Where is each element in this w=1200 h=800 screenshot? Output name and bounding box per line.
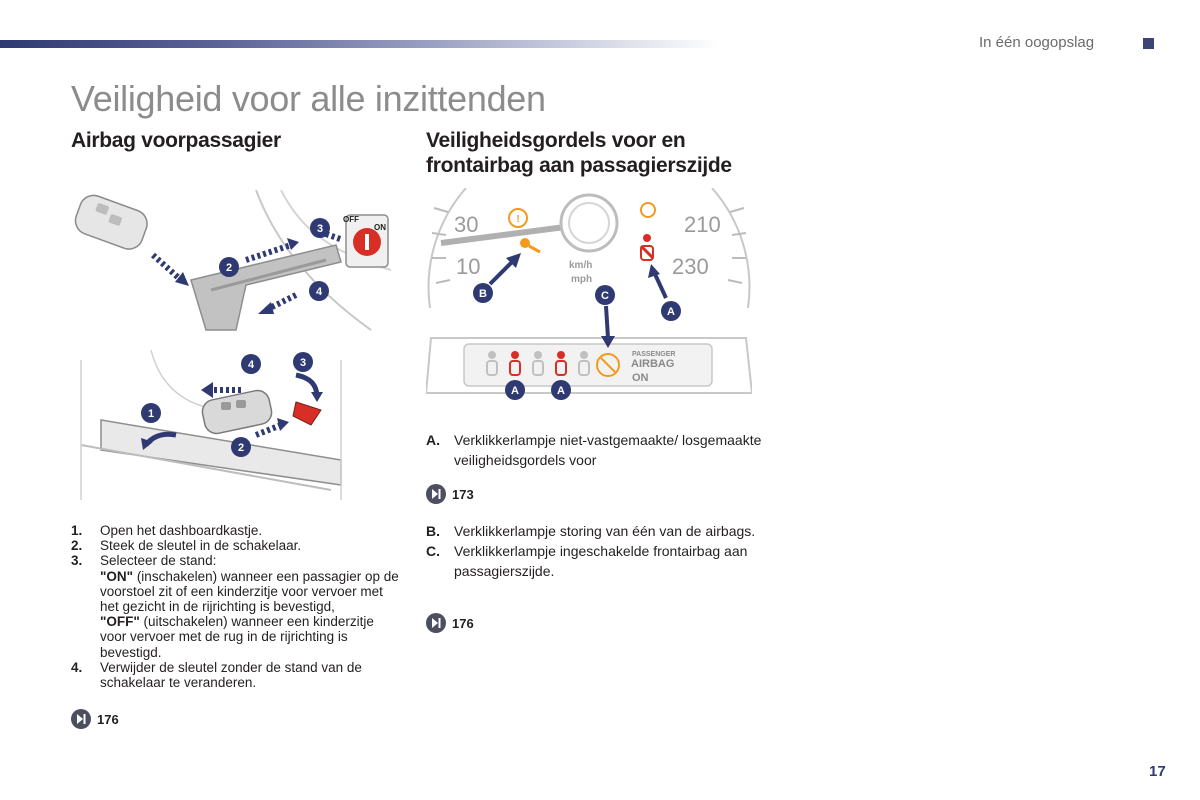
instrument-cluster-illustration <box>426 188 752 410</box>
legend-c: C. Verklikkerlampje ingeschakelde frontairbag aan passagierszijde. <box>426 543 748 579</box>
svg-text:B: B <box>479 288 487 300</box>
page-reference-link-bc[interactable]: 176 <box>426 613 474 633</box>
svg-text:A: A <box>667 306 675 318</box>
svg-text:2: 2 <box>237 442 245 454</box>
off-keyword: "OFF" <box>100 614 140 630</box>
step-3: 3. Selecteer de stand: "ON" (inschakelen) wanneer een passagier op de voorstoel zit of een kinderzitje voor vervoer met het gezicht in de rijrichting is bevestigd, "OFF" (uitschakelen) wanneer een kinderzitje voor vervoer met de rug in de rijrichting is bevestigd. <box>71 553 399 660</box>
section-label: In één oogopslag <box>979 34 1095 51</box>
svg-text:4: 4 <box>315 286 323 298</box>
step-4: 4. Verwijder de sleutel zonder de stand van de schakelaar te veranderen. <box>71 659 362 691</box>
callout-2-top <box>219 257 239 277</box>
callout-b <box>473 283 493 303</box>
callout-1-bottom <box>141 403 161 423</box>
callout-a-panel-2 <box>551 380 571 400</box>
svg-text:3: 3 <box>316 223 324 235</box>
svg-text:A: A <box>511 385 519 397</box>
airbag-switch-illustration-top <box>71 190 396 335</box>
header-decorative-bar <box>0 40 720 48</box>
switch-off-label: OFF <box>343 215 359 224</box>
airbag-switch-illustration-bottom <box>71 350 396 505</box>
callout-3-top <box>310 218 330 238</box>
callout-a-dial <box>661 301 681 321</box>
page-reference-icon <box>426 484 446 504</box>
instruction-steps <box>71 523 401 690</box>
speed-210: 210 <box>684 212 721 237</box>
page-reference-link[interactable]: 176 <box>71 709 119 729</box>
unit-kmh: km/h <box>569 260 593 271</box>
legend-b: B. Verklikkerlampje storing van één van de airbags. <box>426 523 756 539</box>
section-marker <box>1143 38 1154 49</box>
callout-4-bottom <box>241 354 261 374</box>
panel-passenger-label: PASSENGER <box>632 351 676 358</box>
legend-b-c <box>426 521 766 581</box>
panel-airbag-label: AIRBAG <box>631 358 675 370</box>
legend-a: A. Verklikkerlampje niet-vastgemaakte/ losgemaakte veiligheidsgordels voor <box>426 432 762 468</box>
page-reference-icon <box>426 613 446 633</box>
callout-2-bottom <box>231 437 251 457</box>
page-reference-icon <box>71 709 91 729</box>
callout-c <box>595 285 615 305</box>
svg-text:2: 2 <box>225 262 233 274</box>
callout-a-panel-1 <box>505 380 525 400</box>
panel-on-label: ON <box>632 372 649 384</box>
speed-10: 10 <box>456 254 481 279</box>
speed-30: 30 <box>454 212 479 237</box>
step-1: 1. Open het dashboardkastje. <box>71 523 263 538</box>
page-number: 17 <box>1149 763 1166 780</box>
unit-mph: mph <box>571 274 593 285</box>
switch-on-label: ON <box>374 223 386 232</box>
heading-passenger-airbag: Airbag voorpassagier <box>71 129 281 152</box>
callout-4-top <box>309 281 329 301</box>
callout-3-bottom <box>293 352 313 372</box>
on-keyword: "ON" <box>100 568 134 584</box>
speed-230: 230 <box>672 254 709 279</box>
page-reference-link-a[interactable]: 173 <box>426 484 474 504</box>
svg-text:C: C <box>601 290 609 302</box>
svg-text:1: 1 <box>147 408 155 420</box>
svg-text:3: 3 <box>299 357 307 369</box>
step-2: 2. Steek de sleutel in de schakelaar. <box>71 538 302 554</box>
svg-text:!: ! <box>516 214 520 225</box>
svg-text:A: A <box>557 385 565 397</box>
heading-seatbelts-frontairbag: Veiligheidsgordels voor en frontairbag aan passagierszijde <box>426 129 732 177</box>
svg-text:4: 4 <box>247 359 255 371</box>
page-title: Veiligheid voor alle inzittenden <box>71 78 546 119</box>
